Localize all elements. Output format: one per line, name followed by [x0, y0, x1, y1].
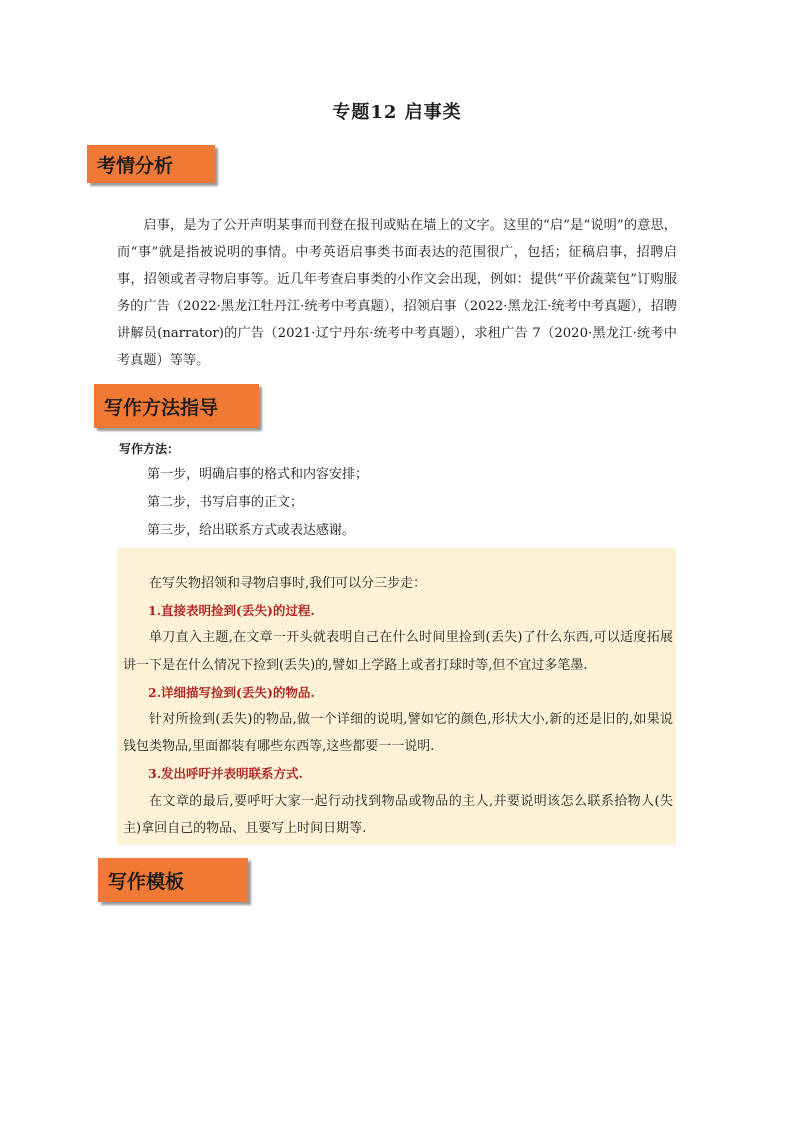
writing-step: 第三步，给出联系方式或表达感谢。: [147, 523, 356, 538]
section-banner-label: 写作模板: [108, 870, 185, 893]
tip-intro: 在写失物招领和寻物启事时,我们可以分三步走：: [149, 576, 427, 591]
section-banner-label: 考情分析: [97, 154, 174, 177]
writing-step: 第二步，书写启事的正文；: [147, 495, 304, 510]
tip-text: 单刀直入主题,在文章一开头就表明自己在什么时间里捡到(丢失)了什么东西,可以适度拓展讲一下是在什么情况下捡到(丢失)的,譬如上学路上或者打球时等,但不宜过多笔墨.: [123, 630, 673, 673]
section-banner-exam-analysis: [87, 145, 215, 183]
writing-method-label: 写作方法：: [119, 442, 180, 456]
section-banner-writing-template: [98, 858, 248, 902]
page-title: 专题12 启事类: [332, 102, 462, 123]
tip-heading: 3.发出呼吁并表明联系方式.: [148, 766, 303, 782]
exam-analysis-paragraph: 启事，是为了公开声明某事而刊登在报刊或贴在墙上的文字。这里的“启”是“说明”的意思，而“事”就是指被说明的事情。中考英语启事类书面表达的范围很广，包括；征稿启事，招聘启事，招领或者寻物启事等。近几年考查启事类的小作文会出现，例如：提供“平价蔬菜包”订购服务的广告（2022·黑龙江牡丹江·统考中考真题），招领启事（2022·黑龙江·统考中考真题），招聘讲解员(narrator)的广告（2021·辽宁丹东·统考中考真题），求租广告 7（2020·黑龙江·统考中考真题）等等。: [117, 218, 677, 368]
tip-text: 在文章的最后,要呼吁大家一起行动找到物品或物品的主人,并要说明该怎么联系拾物人(失主)拿回自己的物品、且要写上时间日期等.: [123, 793, 673, 836]
writing-steps-list: [147, 461, 368, 545]
tip-box: [117, 548, 676, 845]
section-banner-writing-method: [94, 384, 259, 428]
tip-heading: 1.直接表明捡到(丢失)的过程.: [148, 603, 315, 619]
tip-heading: 2.详细描写捡到(丢失)的物品.: [148, 684, 315, 700]
writing-step: 第一步，明确启事的格式和内容安排；: [147, 467, 369, 482]
tip-text: 针对所捡到(丢失)的物品,做一个详细的说明,譬如它的颜色,形状大小,新的还是旧的,如果说钱包类物品,里面都装有哪些东西等,这些都要一一说明.: [123, 712, 673, 755]
section-banner-label: 写作方法指导: [104, 396, 219, 419]
